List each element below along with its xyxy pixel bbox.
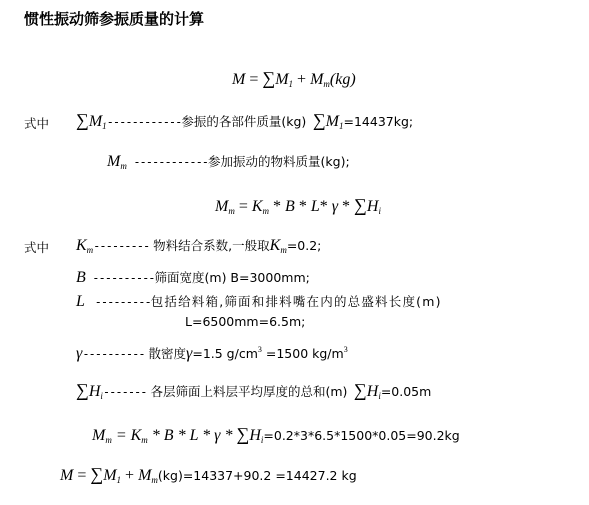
- def-sum-h: $\sum H_i-------$ 各层筛面上料层平均厚度的总和(m) $\sum H_i=0.05m$: [76, 380, 432, 401]
- calc-m: $M = \sum M_1 + M_m(kg)=14337+90.2 =14427.2$ kg: [60, 464, 357, 485]
- def-b: B ----------筛面宽度(m) B=3000mm;: [76, 269, 310, 286]
- label-shizhong-2: 式中: [24, 240, 50, 255]
- formula-main: $M = \sum M_1 + M_m(kg)$: [232, 68, 356, 89]
- def-gamma: γ---------- 散密度γ=1.5 $g/cm^3 =1500$ $kg/m^3$: [76, 345, 348, 362]
- label-shizhong-1: 式中: [24, 116, 50, 131]
- page-title: 惯性振动筛参振质量的计算: [24, 10, 205, 28]
- calc-mm: $M_m = K_m * B * L * \gamma * \sum H_i=0.2*3*6.5*1500*0.05=90.2kg$: [92, 424, 460, 445]
- def-l-value: L=6500mm=6.5m;: [185, 314, 306, 329]
- def-km: $K_m---------$ 物料结合系数,一般取$K_m=0.2$;: [76, 237, 322, 255]
- def-mm: $M_m$ ------------参加振动的物料质量(kg);: [107, 153, 350, 171]
- formula-mm: $M_m = K_m * B * L*$ γ * $\sum H_i$: [215, 195, 381, 216]
- def-sum-m1: $\sum M_1------------$参振的各部件质量(kg) $\sum M_1=14437kg$;: [76, 110, 414, 131]
- def-l: L ---------包括给料箱,筛面和排料嘴在内的总盛料长度(m): [76, 293, 442, 310]
